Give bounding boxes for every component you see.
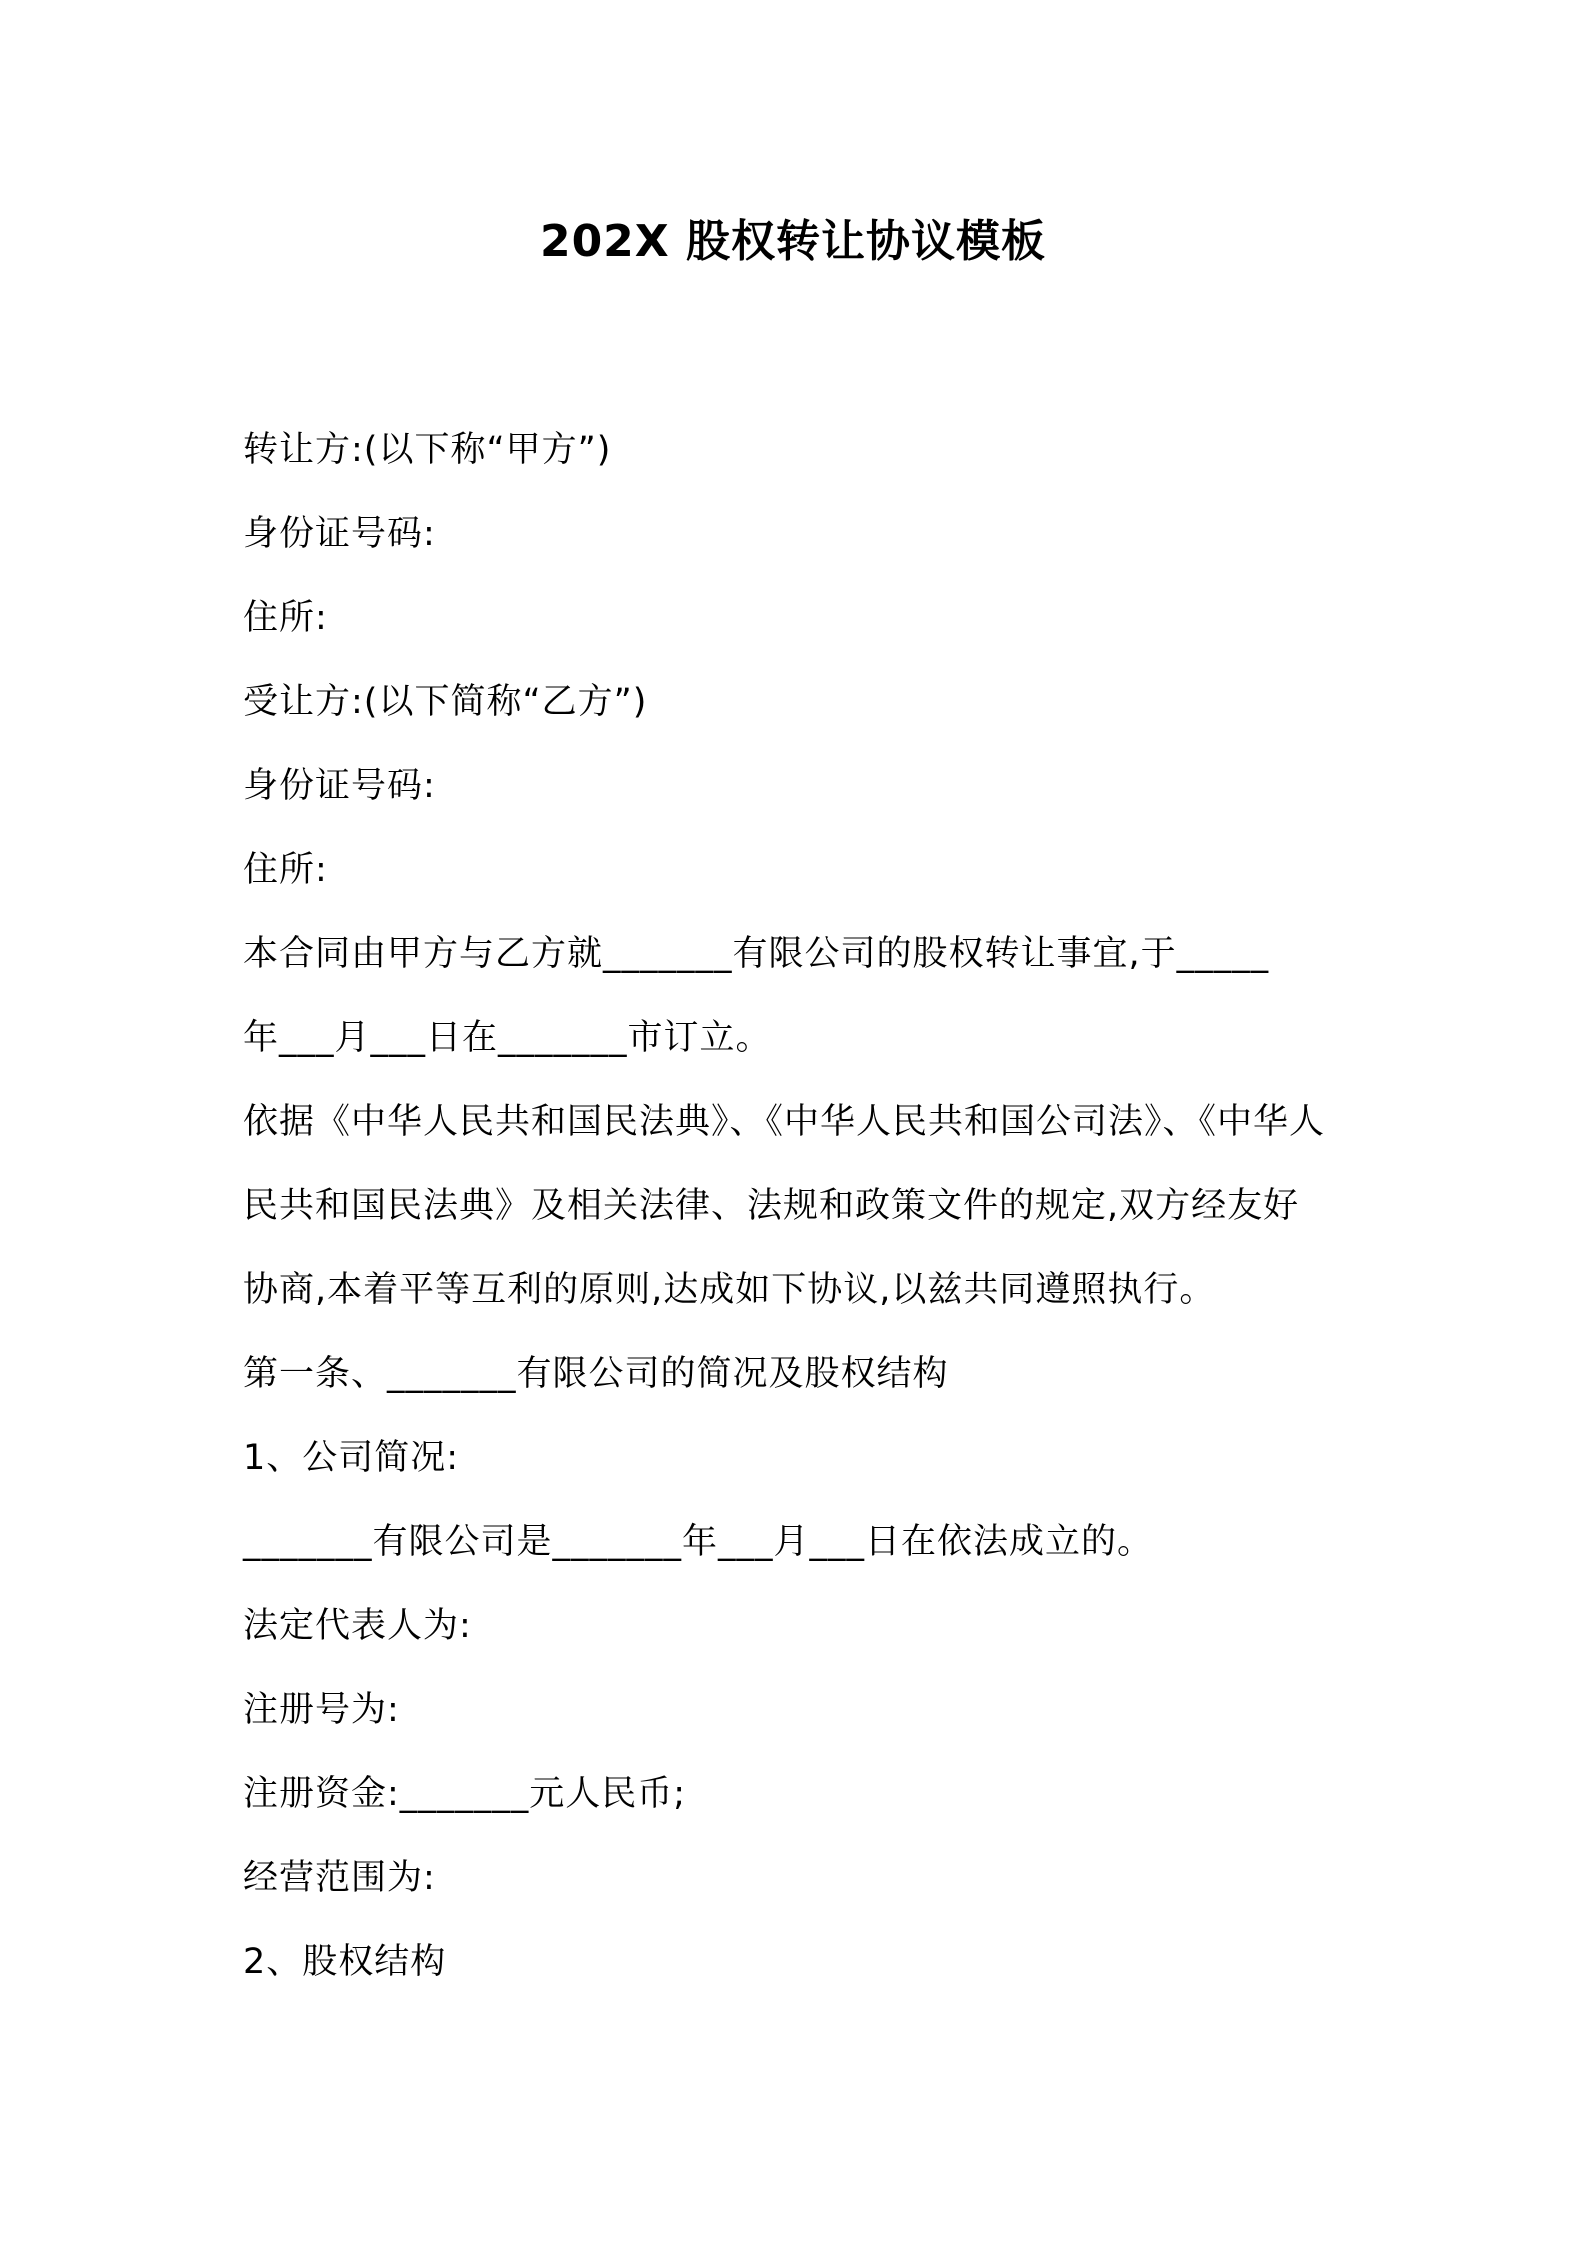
transferee-address-line: 住所: xyxy=(243,850,328,890)
company-overview-heading: 1、公司简况: xyxy=(243,1438,460,1478)
legal-representative-line: 法定代表人为: xyxy=(243,1606,472,1646)
transferor-id-line: 身份证号码: xyxy=(243,514,436,554)
legal-basis-line-3: 协商,本着平等互利的原则,达成如下协议,以兹共同遵照执行。 xyxy=(243,1270,1216,1310)
contract-intro-line-1: 本合同由甲方与乙方就_______有限公司的股权转让事宜,于_____ xyxy=(243,934,1270,974)
transferee-line: 受让方:(以下简称“乙方”) xyxy=(243,682,648,722)
registration-number-line: 注册号为: xyxy=(243,1690,400,1730)
business-scope-line: 经营范围为: xyxy=(243,1858,436,1898)
transferee-id-line: 身份证号码: xyxy=(243,766,436,806)
contract-intro-line-2: 年___月___日在_______市订立。 xyxy=(243,1018,772,1058)
equity-structure-heading: 2、股权结构 xyxy=(243,1942,447,1982)
registered-capital-line: 注册资金:_______元人民币; xyxy=(243,1774,687,1814)
document-body xyxy=(243,408,1363,2004)
transferor-address-line: 住所: xyxy=(243,598,328,638)
transferor-line: 转让方:(以下称“甲方”) xyxy=(243,430,612,470)
article-one-heading: 第一条、_______有限公司的简况及股权结构 xyxy=(243,1354,949,1394)
legal-basis-line-1: 依据《中华人民共和国民法典》、《中华人民共和国公司法》、《中华人 xyxy=(243,1102,1326,1142)
document-title: 202X 股权转让协议模板 xyxy=(539,216,1047,267)
legal-basis-line-2: 民共和国民法典》及相关法律、法规和政策文件的规定,双方经友好 xyxy=(243,1186,1300,1226)
company-established-line: _______有限公司是_______年___月___日在依法成立的。 xyxy=(243,1522,1154,1562)
